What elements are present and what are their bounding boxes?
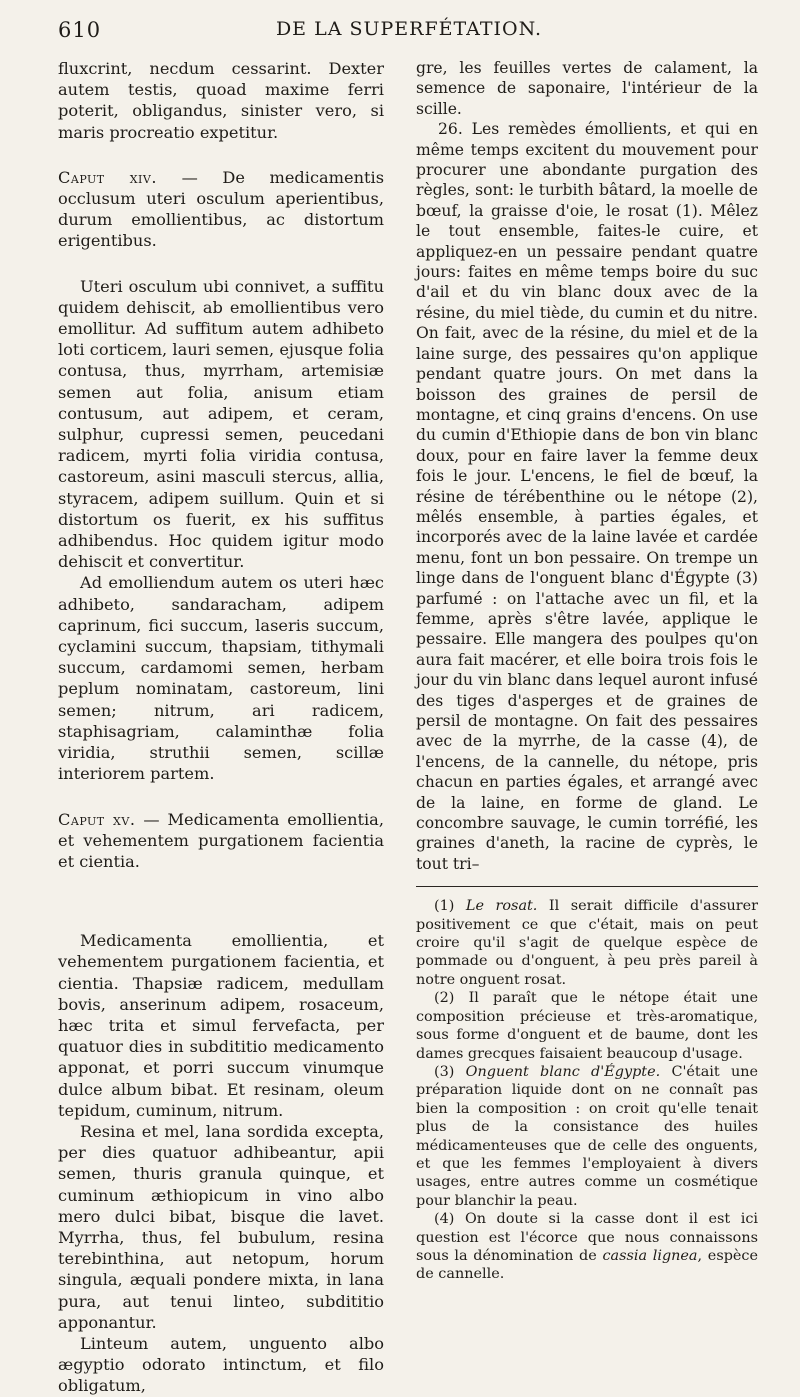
footnote-3-label: Onguent blanc d'Égypte. [465,1063,661,1080]
footnote-1-label: Le rosat. [465,898,538,915]
running-title: DE LA SUPERFÉTATION. [275,18,543,40]
latin-para-continued: fluxcrint, necdum cessarint. Dexter autem testis, quoad maxime ferri poterit, obligandus, sinister vero, si maris procreatio expetitur. [58,59,384,142]
latin-para-linteum: Linteum autem, unguento albo ægyptio odorato intinctum, et filo obligatum, [58,1333,384,1396]
footnote-divider [416,886,758,887]
page-number: 610 [58,18,102,42]
footnote-2: (2) Il paraît que le nétope était une composition précieuse et très-aromatique, sous forme d'onguent et de baume, dont les dames grecques faisaient beaucoup d'usage. [416,990,758,1062]
left-column [58,58,384,1397]
french-para-26: 26. Les remèdes émollients, et qui en même temps excitent du mouvement pour procurer une abondante purgation des règles, sont: le turbith bâtard, la moelle de bœuf, la graisse d'oie, le rosat (1). Mêlez le tout ensemble, faites-le cuire, et appliquez-en un pessaire pendant quatre jours: faites en même temps boire du suc d'ail et du vin blanc doux avec de la résine, du miel tiède, du cumin et du nitre. On fait, avec de la résine, du miel et de la laine surge, des pessaires qu'on applique pendant quatre jours. On met dans la boisson des graines de persil de montagne, et cinq grains d'encens. On use du cumin d'Ethiopie dans de bon vin blanc doux, pour en faire laver la femme deux fois le jour. L'encens, le fiel de bœuf, la résine de térébenthine ou le nétope (2), mêlés ensemble, à parties égales, et incorporés avec de la laine lavée et cardée menu, font un bon pessaire. On trempe un linge dans de l'onguent blanc d'Égypte (3) parfumé : on l'attache avec un fil, et la femme, après s'être lavée, applique le pessaire. Elle mangera des poulpes qu'on aura fait macérer, et elle boira trois fois le jour du vin blanc dans lequel auront infusé des tiges d'asperges et de graines de persil de montagne. On fait des pessaires avec de la myrrhe, de la casse (4), de l'encens, de la cannelle, du nétope, pris chacun en parties égales, et arrangé avec de la laine, en forme de gland. Le concombre sauvage, le cumin torréfié, les graines d'aneth, la racine de cyprès, le tout tri– [416,120,758,873]
footnote-4: (4) On doute si la casse dont il est ici question est l'écorce que nous connaissons sous la dénomination de cassia lignea, espèce de cannelle. [416,1211,759,1283]
caput-15-heading [58,809,384,873]
caput-14-label: Caput xiv. [58,167,157,187]
caput-14-heading [58,167,384,252]
right-column [416,58,758,1284]
footnote-4-term: cassia lignea [602,1247,698,1264]
footnote-1: (1) Le rosat. Il serait difficile d'assurer positivement ce que c'était, mais on peut croire qu'il s'agit de quelque espèce de pommade ou d'onguent, à peu près pareil à notre onguent rosat. [416,898,759,988]
latin-para-uteri: Uteri osculum ubi connivet, a suffitu quidem dehiscit, ab emollientibus vero emollitur. Ad suffitum autem adhibeto loti corticem, lauri semen, ejusque folia contusa, thus, myrrham, artemisiæ semen aut folia, anisum etiam contusum, aut adipem, et ceram, sulphur, cupressi semen, peucedani radicem, myrti folia viridia contusa, castoreum, asini masculi stercus, allia, styracem, adipem suillum. Quin et si distortum os fuerit, ex his suffitus adhibendus. Hoc quidem igitur modo dehiscit et convertitur. [58,276,384,572]
caput-15-title: — Medicamenta emollientia, et vehementem purgationem facientia et cientia. [58,809,384,871]
page-header [58,14,760,48]
caput-15-label: Caput xv. [58,809,136,829]
latin-para-medicamenta: Medicamenta emollientia, et vehementem purgationem facientia, et cientia. Thapsiæ radicem, medullam bovis, anserinum adipem, rosaceum, hæc trita et simul fervefacta, per quatuor dies in subdititio medicamento apponat, et porri succum vinumque dulce album bibat. Et resinam, oleum tepidum, cuminum, nitrum. [58,931,384,1120]
latin-para-emolliendum: Ad emolliendum autem os uteri hæc adhibeto, sandaracham, adipem caprinum, fici succum, laseris succum, cyclamini succum, thapsiam, tithymali succum, cardamomi semen, herbam peplum nominatam, castoreum, lini semen; nitrum, ari radicem, staphisagriam, calaminthæ folia viridia, struthii semen, scillæ interiorem partem. [58,573,384,784]
french-para-continued: gre, les feuilles vertes de calament, la semence de saponaire, l'intérieur de la scille. [416,59,758,118]
caput-14-title: — De medicamentis occlusum uteri osculum aperientibus, durum emollientibus, ac distortum erigentibus. [58,167,385,251]
latin-para-resina: Resina et mel, lana sordida excepta, per dies quatuor adhibeantur, apii semen, thuris granula quinque, et cuminum æthiopicum in vino albo mero dulci bibat, bisque die lavet. Myrrha, thus, fel bubulum, resina terebinthina, aut netopum, horum singula, æquali pondere mixta, in lana pura, aut tenui linteo, subdititio apponantur. [58,1121,384,1332]
footnote-3: (3) Onguent blanc d'Égypte. C'était une préparation liquide dont on ne connaît pas bien la composition : on croit qu'elle tenait plus de la consistance des huiles médicamenteuses que de celle des onguents, et que les femmes l'employaient à divers usages, entre autres comme un cosmétique pour blanchir la peau. [416,1063,759,1209]
